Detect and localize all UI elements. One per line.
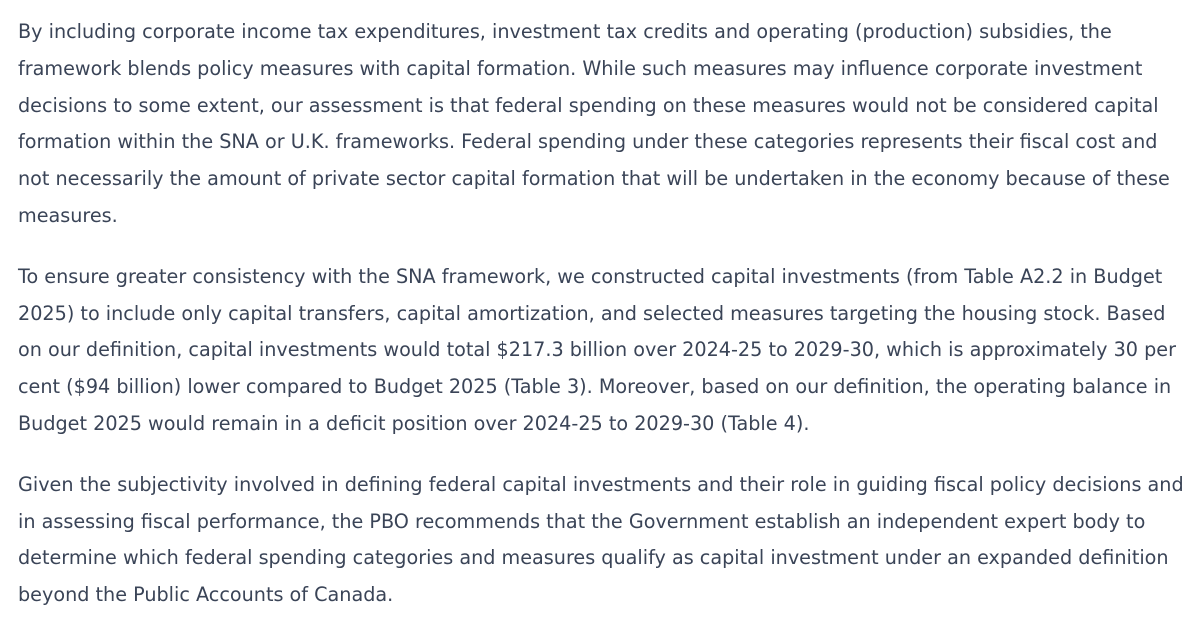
document-body <box>18 14 1190 614</box>
paragraph-1: By including corporate income tax expenditures, investment tax credits and operating (production) subsidies, the framework blends policy measures with capital formation. While such measures may influence corporate investment decisions to some extent, our assessment is that federal spending on these measures would not be considered capital formation within the SNA or U.K. frameworks. Federal spending under these categories represents their fiscal cost and not necessarily the amount of private sector capital formation that will be undertaken in the economy because of these measures. <box>18 20 1170 227</box>
paragraph-2: To ensure greater consistency with the SNA framework, we constructed capital investments (from Table A2.2 in Budget 2025) to include only capital transfers, capital amortization, and selected measures targeting the housing stock. Based on our definition, capital investments would total $217.3 billion over 2024-25 to 2029-30, which is approximately 30 per cent ($94 billion) lower compared to Budget 2025 (Table 3). Moreover, based on our definition, the operating balance in Budget 2025 would remain in a deficit position over 2024-25 to 2029-30 (Table 4). <box>18 264 1176 435</box>
paragraph-3: Given the subjectivity involved in defining federal capital investments and their role in guiding fiscal policy decisions and in assessing fiscal performance, the PBO recommends that the Government establish an independent expert body to determine which federal spending categories and measures qualify as capital investment under an expanded definition beyond the Public Accounts of Canada. <box>18 472 1184 607</box>
